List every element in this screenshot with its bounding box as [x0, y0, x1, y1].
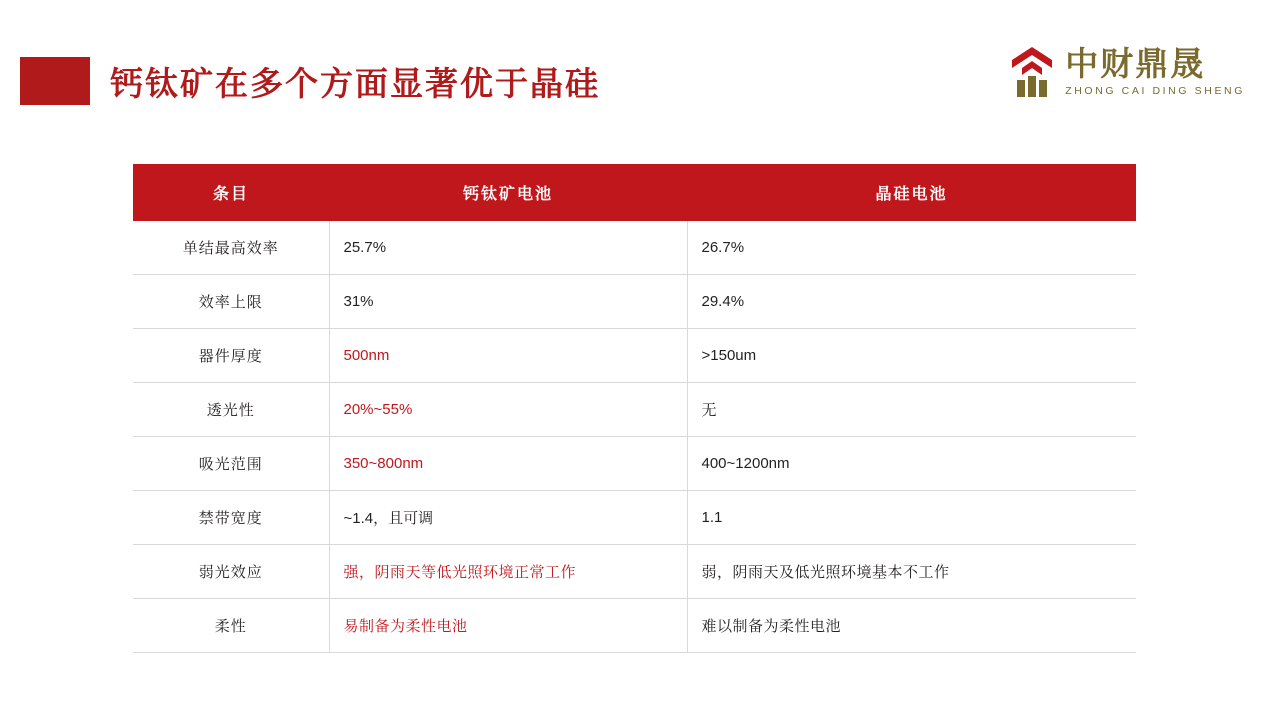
logo-text [1065, 44, 1245, 97]
row-value-perovskite: 强，阴雨天等低光照环境正常工作 [329, 545, 687, 599]
row-value-silicon: 29.4% [687, 275, 1136, 329]
table-row [133, 545, 1136, 599]
table-row [133, 491, 1136, 545]
row-value-perovskite: 350~800nm [329, 437, 687, 491]
table-row [133, 599, 1136, 653]
table-row [133, 437, 1136, 491]
column-header-item: 条目 [133, 164, 329, 221]
logo-name-en: ZHONG CAI DING SHENG [1065, 84, 1245, 97]
row-value-silicon: 无 [687, 383, 1136, 437]
row-value-silicon: >150um [687, 329, 1136, 383]
row-value-perovskite: 易制备为柔性电池 [329, 599, 687, 653]
table-row [133, 383, 1136, 437]
column-header-silicon: 晶硅电池 [687, 164, 1136, 221]
row-value-perovskite: 25.7% [329, 221, 687, 275]
row-label: 透光性 [133, 383, 329, 437]
comparison-table [133, 164, 1136, 653]
row-value-perovskite: 20%~55% [329, 383, 687, 437]
logo-mark-icon [1009, 46, 1055, 98]
row-label: 柔性 [133, 599, 329, 653]
row-label: 弱光效应 [133, 545, 329, 599]
company-logo [1009, 46, 1245, 98]
table-row [133, 329, 1136, 383]
table-body [133, 221, 1136, 653]
row-label: 单结最高效率 [133, 221, 329, 275]
row-value-perovskite: 31% [329, 275, 687, 329]
title-accent-bar [20, 57, 90, 105]
row-value-perovskite: ~1.4，且可调 [329, 491, 687, 545]
row-value-silicon: 1.1 [687, 491, 1136, 545]
row-label: 禁带宽度 [133, 491, 329, 545]
comparison-table-wrap [133, 164, 1136, 653]
logo-name-cn: 中财鼎晟 [1065, 44, 1206, 84]
row-value-perovskite: 500nm [329, 329, 687, 383]
row-value-silicon: 难以制备为柔性电池 [687, 599, 1136, 653]
column-header-perovskite: 钙钛矿电池 [329, 164, 687, 221]
row-value-silicon: 26.7% [687, 221, 1136, 275]
table-row [133, 221, 1136, 275]
table-row [133, 275, 1136, 329]
row-label: 吸光范围 [133, 437, 329, 491]
row-label: 器件厚度 [133, 329, 329, 383]
row-value-silicon: 弱，阴雨天及低光照环境基本不工作 [687, 545, 1136, 599]
table-header-row [133, 164, 1136, 221]
row-label: 效率上限 [133, 275, 329, 329]
page-title: 钙钛矿在多个方面显著优于晶硅 [110, 64, 600, 103]
row-value-silicon: 400~1200nm [687, 437, 1136, 491]
